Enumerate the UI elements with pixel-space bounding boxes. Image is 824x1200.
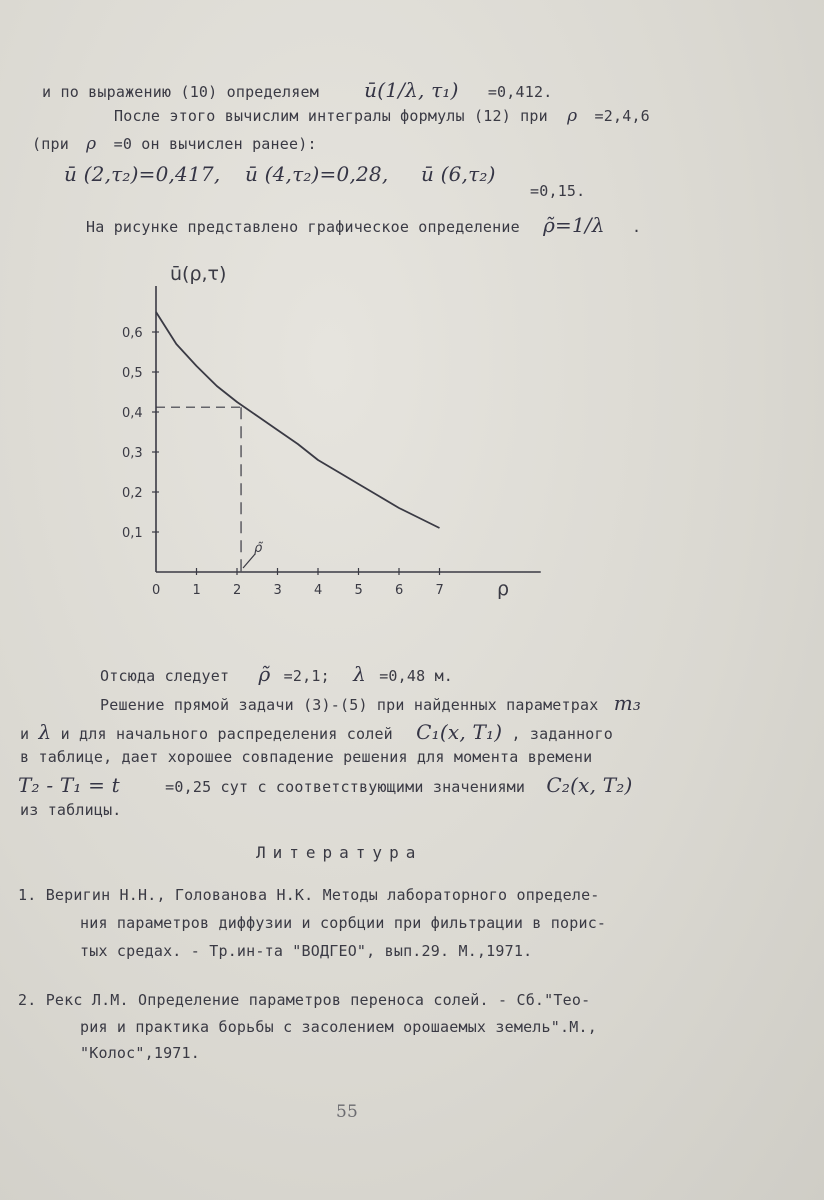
rho-symbol: ρ <box>86 134 97 154</box>
x-tick-label: 2 <box>233 583 242 598</box>
x-tick-label: 4 <box>314 583 323 598</box>
m3-symbol: m₃ <box>613 691 642 715</box>
line10-text: =0,25 сут с соответствующими значениями <box>165 778 526 796</box>
equations-line <box>64 162 496 186</box>
lambda-symbol: λ <box>38 720 52 744</box>
line1-value: =0,412. <box>487 83 553 101</box>
x-tick-label: 5 <box>354 583 363 598</box>
line6-text: Отсюда следует <box>100 667 230 685</box>
reference-2-line-3: "Колос",1971. <box>80 1044 200 1062</box>
x-axis-label: ρ <box>497 578 510 600</box>
equation-3: ū (6,τ₂) <box>420 162 496 186</box>
line9-text: в таблице, дает хорошее совпадение решения для момента времени <box>20 748 593 766</box>
text-line-5 <box>86 213 641 237</box>
text-line-10 <box>18 773 632 797</box>
x-tick-label: 6 <box>395 583 404 598</box>
annotation-rho-tilde: ρ̃ <box>254 541 263 556</box>
y-tick-label: 0,3 <box>122 446 143 461</box>
rho-tilde-symbol: ρ̃ <box>258 662 271 686</box>
formula-time-difference: T₂ - T₁ = t <box>18 773 120 797</box>
line8-text: и для начального распределения солей <box>60 725 393 743</box>
line8-text-start: и <box>20 725 30 743</box>
reference-2-line-1: 2. Рекс Л.М. Определение параметров переноса солей. - Сб."Тео- <box>18 991 591 1009</box>
x-tick-label: 1 <box>192 583 201 598</box>
chart-svg <box>110 250 550 620</box>
formula-c2: C₂(x, T₂) <box>546 773 633 797</box>
equation-2: ū (4,τ₂)=0,28, <box>244 162 389 186</box>
x-tick-label: 3 <box>273 583 282 598</box>
page-number: 55 <box>336 1102 359 1122</box>
text-line-6 <box>100 662 453 686</box>
text-line-8 <box>20 720 613 744</box>
line11-text: из таблицы. <box>20 801 122 819</box>
line1-text: и по выражению (10) определяем <box>42 83 319 101</box>
reference-2-line-2: рия и практика борьбы с засолением орошаемых земель".М., <box>80 1018 597 1036</box>
line8-text-end: , заданного <box>511 725 613 743</box>
line7-text: Решение прямой задачи (3)-(5) при найденных параметрах <box>100 696 599 714</box>
y-tick-label: 0,1 <box>122 526 143 541</box>
text-line-2 <box>114 106 650 126</box>
y-axis-label: ū(ρ,τ) <box>170 263 227 285</box>
text-line-11 <box>20 801 122 819</box>
annotation-arrow <box>243 554 255 568</box>
reference-1-line-2: ния параметров диффузии и сорбции при фильтрации в порис- <box>80 914 607 932</box>
formula-c1: C₁(x, T₁) <box>416 720 503 744</box>
reference-1-line-3: тых средах. - Тр.ин-та "ВОДГЕО", вып.29. М.,1971. <box>80 942 533 960</box>
series-line <box>156 312 440 528</box>
x-tick-label: 7 <box>435 583 444 598</box>
y-tick-label: 0,6 <box>122 326 143 341</box>
formula-rho-tilde: ρ̃=1/λ <box>543 213 605 237</box>
references-heading: Литература <box>256 843 423 862</box>
equation-1: ū (2,τ₂)=0,417, <box>64 162 221 186</box>
y-tick-label: 0,5 <box>122 366 143 381</box>
equation-3-value <box>530 182 585 200</box>
line5-text: На рисунке представлено графическое определение <box>86 218 520 236</box>
rho-symbol: ρ <box>567 106 578 126</box>
y-tick-label: 0,2 <box>122 486 143 501</box>
y-tick-label: 0,4 <box>122 406 143 421</box>
line2-text: После этого вычислим интегралы формулы (12) при <box>114 107 548 125</box>
lambda-value: =0,48 м. <box>379 667 454 685</box>
lambda-symbol: λ <box>353 662 366 686</box>
text-line-7 <box>100 691 641 715</box>
line3-text-end: =0 он вычислен ранее): <box>113 135 317 153</box>
text-line-1 <box>42 78 552 102</box>
reference-1-line-1: 1. Веригин Н.Н., Голованова Н.К. Методы лабораторного определе- <box>18 886 600 904</box>
line3-text: (при <box>32 135 69 153</box>
line5-period: . <box>631 218 642 236</box>
line2-value: =2,4,6 <box>594 107 650 125</box>
x-tick-label: 0 <box>152 583 161 598</box>
text-line-3 <box>32 134 317 154</box>
equation-3-value-text: =0,15. <box>530 182 586 200</box>
chart <box>110 250 550 620</box>
rho-value: =2,1; <box>283 667 330 685</box>
text-line-9 <box>20 748 592 766</box>
formula-u-lambda: ū(1/λ, τ₁) <box>364 78 459 102</box>
